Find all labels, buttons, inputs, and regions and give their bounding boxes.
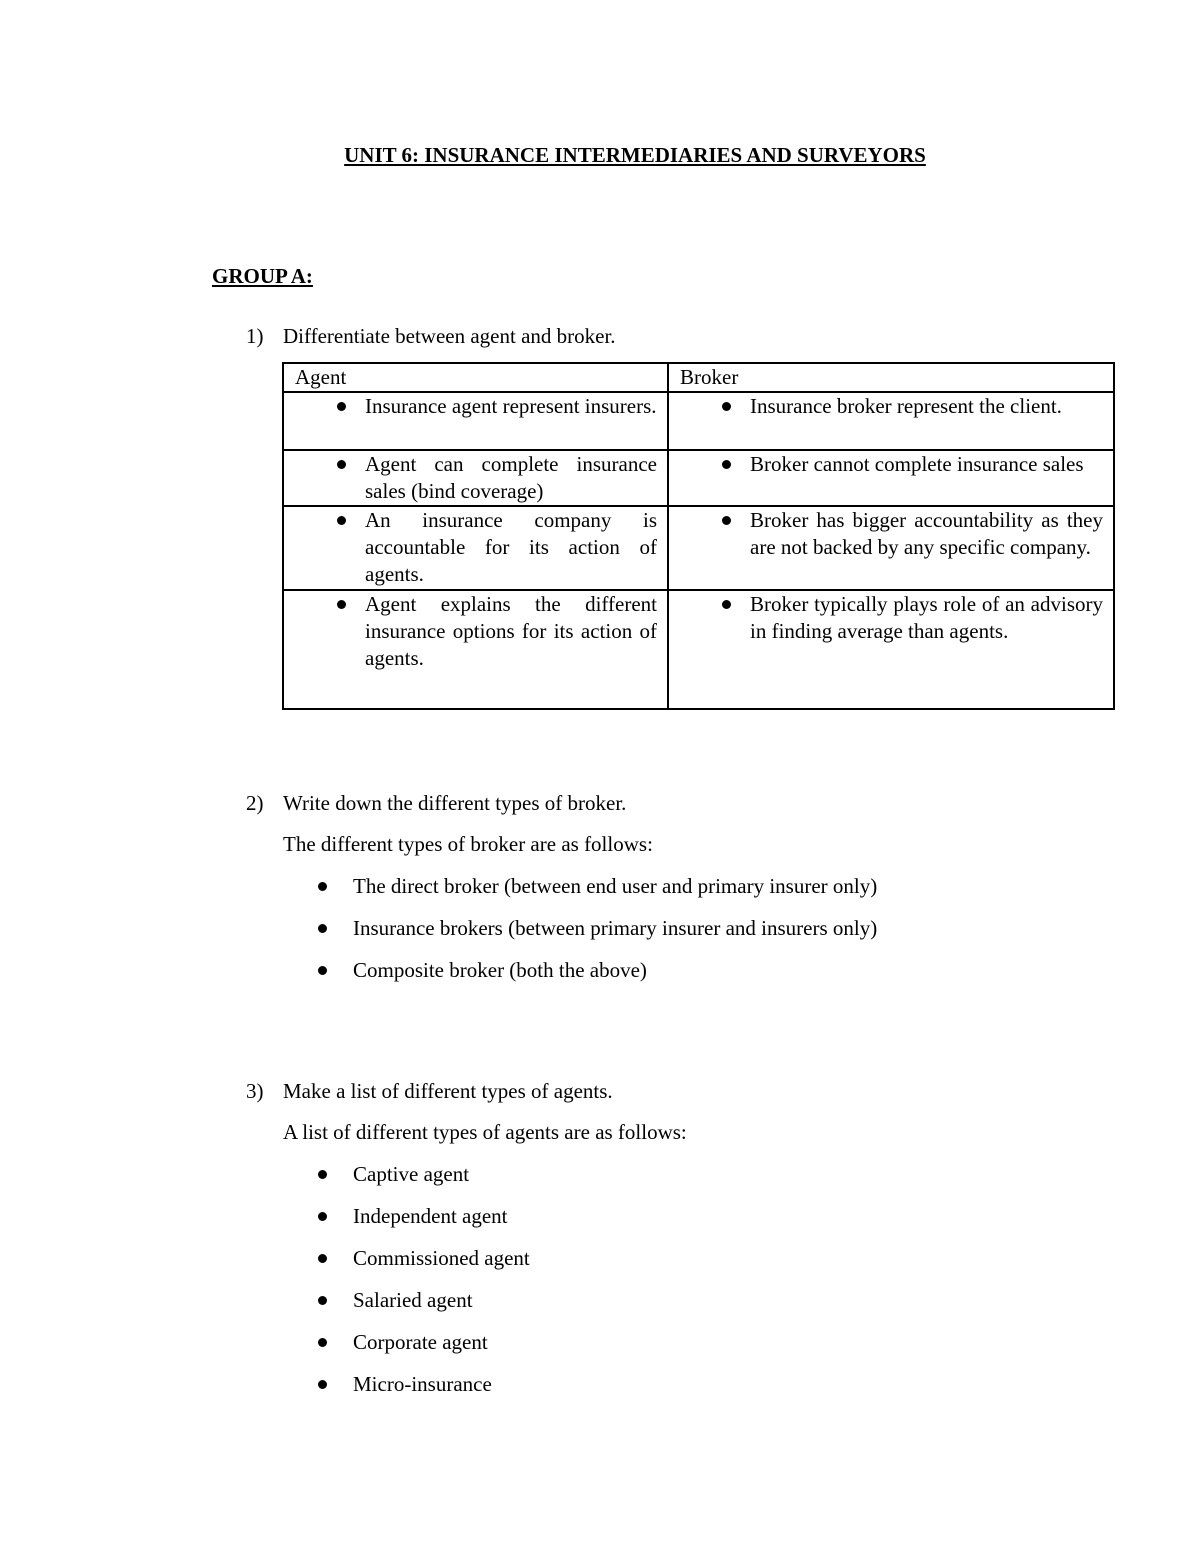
table-cell-broker	[668, 450, 1114, 506]
list-item-text: Corporate agent	[353, 1330, 488, 1354]
list-item	[316, 1245, 530, 1287]
list-item-text: Insurance brokers (between primary insurer and insurers only)	[353, 916, 878, 940]
list-item	[316, 1329, 530, 1371]
bullet-icon	[318, 882, 327, 891]
agent-broker-table	[282, 362, 1115, 710]
bullet-icon	[318, 1338, 327, 1347]
list-item-text: Micro-insurance	[353, 1372, 492, 1396]
bullet-icon	[318, 1212, 327, 1221]
list-item	[316, 1287, 530, 1329]
bullet-icon	[318, 1254, 327, 1263]
question-2-intro: The different types of broker are as follows:	[283, 832, 653, 856]
bullet-icon	[318, 1380, 327, 1389]
page-title: UNIT 6: INSURANCE INTERMEDIARIES AND SURVEYORS	[344, 143, 926, 167]
list-item	[316, 873, 877, 915]
question-3-number: 3)	[246, 1079, 264, 1103]
bullet-icon	[318, 1296, 327, 1305]
bullet-icon	[337, 402, 346, 411]
question-1-number: 1)	[246, 324, 264, 348]
table-cell-text: An insurance company is accountable for its action of agents.	[365, 508, 657, 586]
bullet-icon	[337, 460, 346, 469]
table-cell-text: Broker has bigger accountability as they are not backed by any specific company.	[750, 508, 1103, 559]
bullet-icon	[337, 516, 346, 525]
table-row	[283, 392, 1114, 450]
question-3	[246, 1078, 613, 1105]
table-cell-broker	[668, 506, 1114, 590]
question-1-text: Differentiate between agent and broker.	[283, 324, 616, 348]
broker-types-list	[316, 873, 877, 999]
table-cell-agent	[283, 450, 668, 506]
group-heading: GROUP A:	[212, 264, 313, 288]
bullet-icon	[722, 600, 731, 609]
table-header-broker: Broker	[668, 363, 1114, 392]
list-item	[316, 1371, 530, 1413]
table-header-agent: Agent	[283, 363, 668, 392]
table-cell-agent	[283, 392, 668, 450]
table-cell-text: Insurance broker represent the client.	[750, 394, 1062, 418]
bullet-icon	[722, 402, 731, 411]
question-2-number: 2)	[246, 791, 264, 815]
question-1	[246, 323, 616, 350]
table-cell-broker	[668, 392, 1114, 450]
bullet-icon	[722, 460, 731, 469]
list-item	[316, 1161, 530, 1203]
table-cell-broker	[668, 590, 1114, 709]
list-item-text: Commissioned agent	[353, 1246, 530, 1270]
table-row	[283, 450, 1114, 506]
list-item-text: Captive agent	[353, 1162, 470, 1186]
table-cell-text: Agent can complete insurance sales (bind coverage)	[365, 452, 657, 503]
table-cell-text: Broker typically plays role of an advisory in finding average than agents.	[750, 592, 1103, 643]
bullet-icon	[722, 516, 731, 525]
table-cell-text: Insurance agent represent insurers.	[365, 394, 657, 418]
list-item-text: Salaried agent	[353, 1288, 473, 1312]
bullet-icon	[337, 600, 346, 609]
list-item	[316, 915, 877, 957]
table-cell-text: Broker cannot complete insurance sales	[750, 452, 1084, 476]
list-item-text: Composite broker (both the above)	[353, 958, 647, 982]
question-2	[246, 790, 626, 817]
table-row	[283, 506, 1114, 590]
list-item-text: Independent agent	[353, 1204, 508, 1228]
list-item-text: The direct broker (between end user and primary insurer only)	[353, 874, 878, 898]
question-2-text: Write down the different types of broker.	[283, 791, 627, 815]
table-header-row	[283, 363, 1114, 392]
agent-types-list	[316, 1161, 530, 1413]
bullet-icon	[318, 924, 327, 933]
table-cell-agent	[283, 590, 668, 709]
table-row	[283, 590, 1114, 709]
table-cell-text: Agent explains the different insurance options for its action of agents.	[365, 592, 657, 670]
table-cell-agent	[283, 506, 668, 590]
list-item	[316, 957, 877, 999]
question-3-text: Make a list of different types of agents.	[283, 1079, 613, 1103]
list-item	[316, 1203, 530, 1245]
question-3-intro: A list of different types of agents are as follows:	[283, 1120, 687, 1144]
bullet-icon	[318, 1170, 327, 1179]
bullet-icon	[318, 966, 327, 975]
